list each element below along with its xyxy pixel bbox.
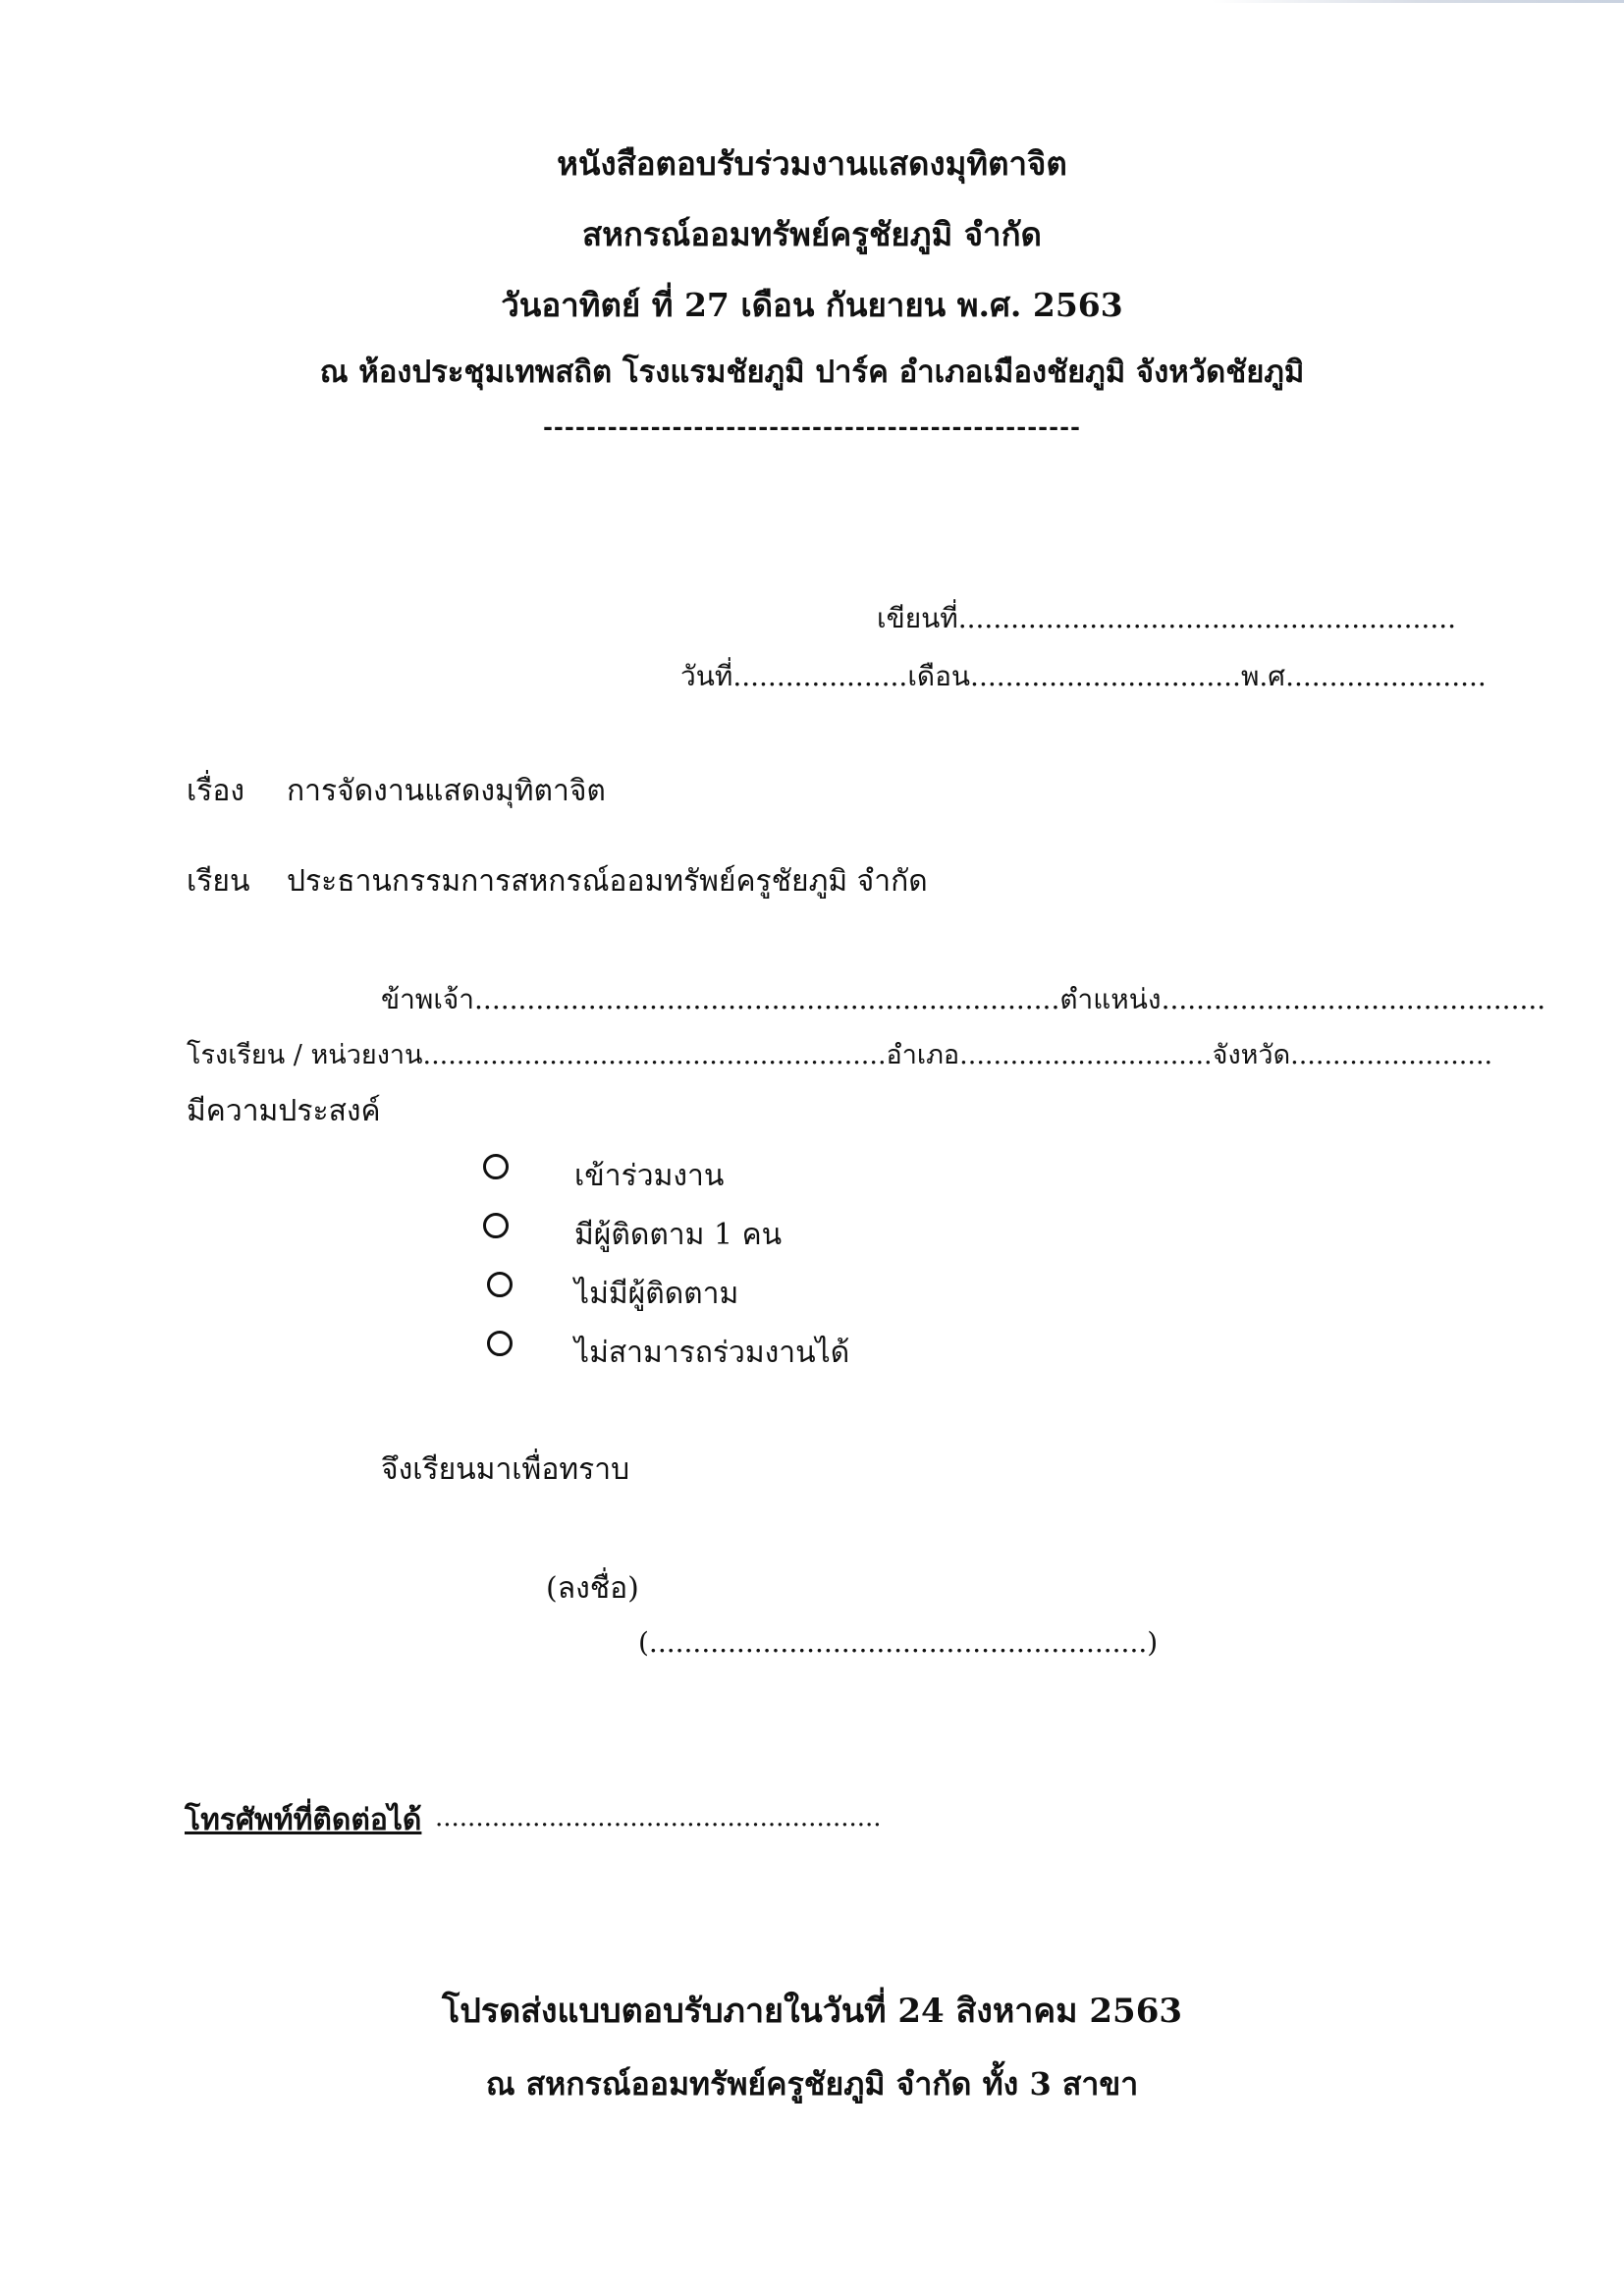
companion-radio[interactable] [483,1213,509,1238]
attend-radio[interactable] [483,1154,509,1179]
footer-deadline: โปรดส่งแบบตอบรับภายในวันที่ 24 สิงหาคม 2563 [441,1992,1183,2031]
signature-label: (ลงชื่อ) [546,1571,639,1606]
option-cannot-attend: ไม่สามารถร่วมงานได้ [574,1336,850,1370]
written-at-field[interactable]: เขียนที่......................................................... [877,602,1457,634]
option-attend: เข้าร่วมงาน [574,1159,725,1193]
option-companion: มีผู้ติดตาม 1 คน [574,1218,783,1252]
phone-label: โทรศัพท์ที่ติดต่อได้ [185,1803,422,1837]
name-position-field[interactable]: ข้าพเจ้า...................................................................ตำแหน่ง............................................ [381,983,1546,1015]
header-divider: -------------------------------------------------- [542,412,1082,441]
to-text: ประธานกรรมการสหกรณ์ออมทรัพย์ครูชัยภูมิ จำกัด [287,864,928,899]
option-no-companion: ไม่มีผู้ติดตาม [574,1277,739,1311]
organization-field[interactable]: โรงเรียน / หน่วยงาน.......................................................อำเภอ..............................จังหวัด........................ [187,1040,1493,1070]
title-line-1: หนังสือตอบรับร่วมงานแสดงมุทิตาจิต [557,144,1067,183]
date-field[interactable]: วันที่....................เดือน...............................พ.ศ....................... [680,660,1487,692]
to-label: เรียน [187,864,250,899]
subject-text: การจัดงานแสดงมุทิตาจิต [287,774,606,808]
title-line-4: ณ ห้องประชุมเทพสถิต โรงแรมชัยภูมิ ปาร์ค อำเภอเมืองชัยภูมิ จังหวัดชัยภูมิ [319,355,1305,390]
title-line-2: สหกรณ์ออมทรัพย์ครูชัยภูมิ จำกัด [582,215,1042,253]
footer-location: ณ สหกรณ์ออมทรัพย์ครูชัยภูมิ จำกัด ทั้ง 3 สาขา [485,2065,1139,2103]
cannot-attend-radio[interactable] [487,1331,513,1356]
title-line-3: วันอาทิตย์ ที่ 27 เดือน กันยายน พ.ศ. 2563 [501,286,1123,324]
signature-name-field[interactable]: (.........................................................) [638,1626,1159,1659]
no-companion-radio[interactable] [487,1272,513,1297]
intent-label: มีความประสงค์ [187,1094,381,1128]
closing-text: จึงเรียนมาเพื่อทราบ [381,1452,630,1487]
subject-label: เรื่อง [187,774,245,808]
scan-edge-line [1212,0,1624,3]
phone-field[interactable]: ....................................................... [435,1803,882,1832]
